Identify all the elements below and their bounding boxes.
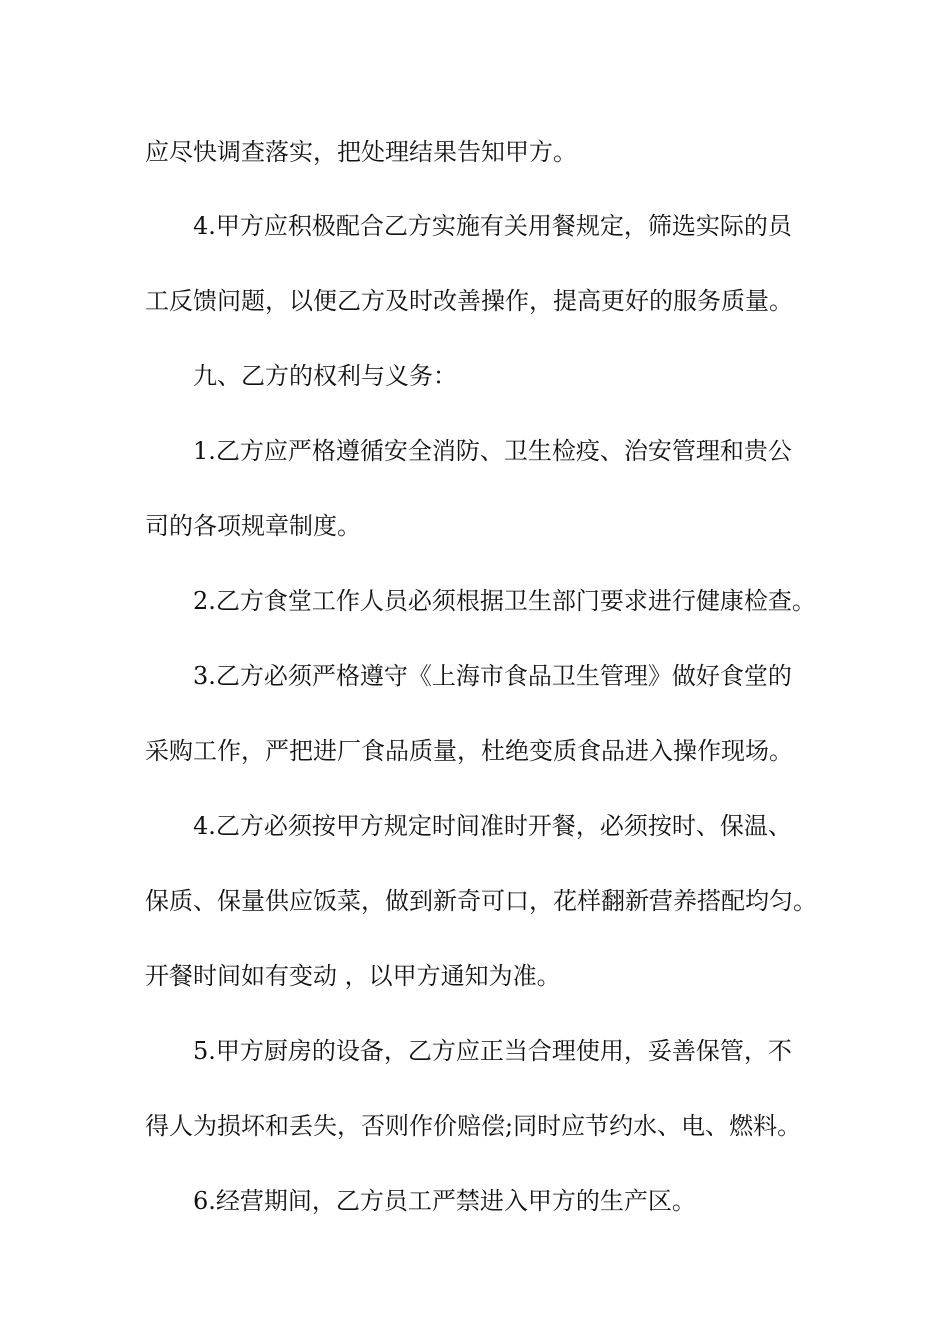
text-line: 1.乙方应严格遵循安全消防、卫生检疫、治安管理和贵公	[193, 437, 792, 465]
text-line: 开餐时间如有变动 ，以甲方通知为准。	[145, 962, 561, 990]
text-line: 得人为损坏和丢失，否则作价赔偿;同时应节约水、电、燃料。	[145, 1112, 802, 1140]
text-line: 5.甲方厨房的设备，乙方应正当合理使用，妥善保管，不	[193, 1037, 792, 1065]
text-line: 4.甲方应积极配合乙方实施有关用餐规定，筛选实际的员	[193, 212, 792, 240]
text-line: 4.乙方必须按甲方规定时间准时开餐，必须按时、保温、	[193, 812, 792, 840]
text-line: 2.乙方食堂工作人员必须根据卫生部门要求进行健康检查。	[193, 587, 816, 615]
text-line: 司的各项规章制度。	[145, 512, 361, 540]
text-line: 6.经营期间，乙方员工严禁进入甲方的生产区。	[193, 1187, 696, 1215]
section-heading: 九、乙方的权利与义务：	[193, 362, 457, 390]
text-line: 3.乙方必须严格遵守《上海市食品卫生管理》做好食堂的	[193, 662, 792, 690]
text-line: 采购工作，严把进厂食品质量，杜绝变质食品进入操作现场。	[145, 737, 793, 765]
text-line: 应尽快调查落实，把处理结果告知甲方。	[145, 138, 577, 166]
text-line: 工反馈问题，以便乙方及时改善操作，提高更好的服务质量。	[145, 287, 793, 315]
text-line: 保质、保量供应饭菜，做到新奇可口，花样翻新营养搭配均匀。	[145, 887, 817, 915]
